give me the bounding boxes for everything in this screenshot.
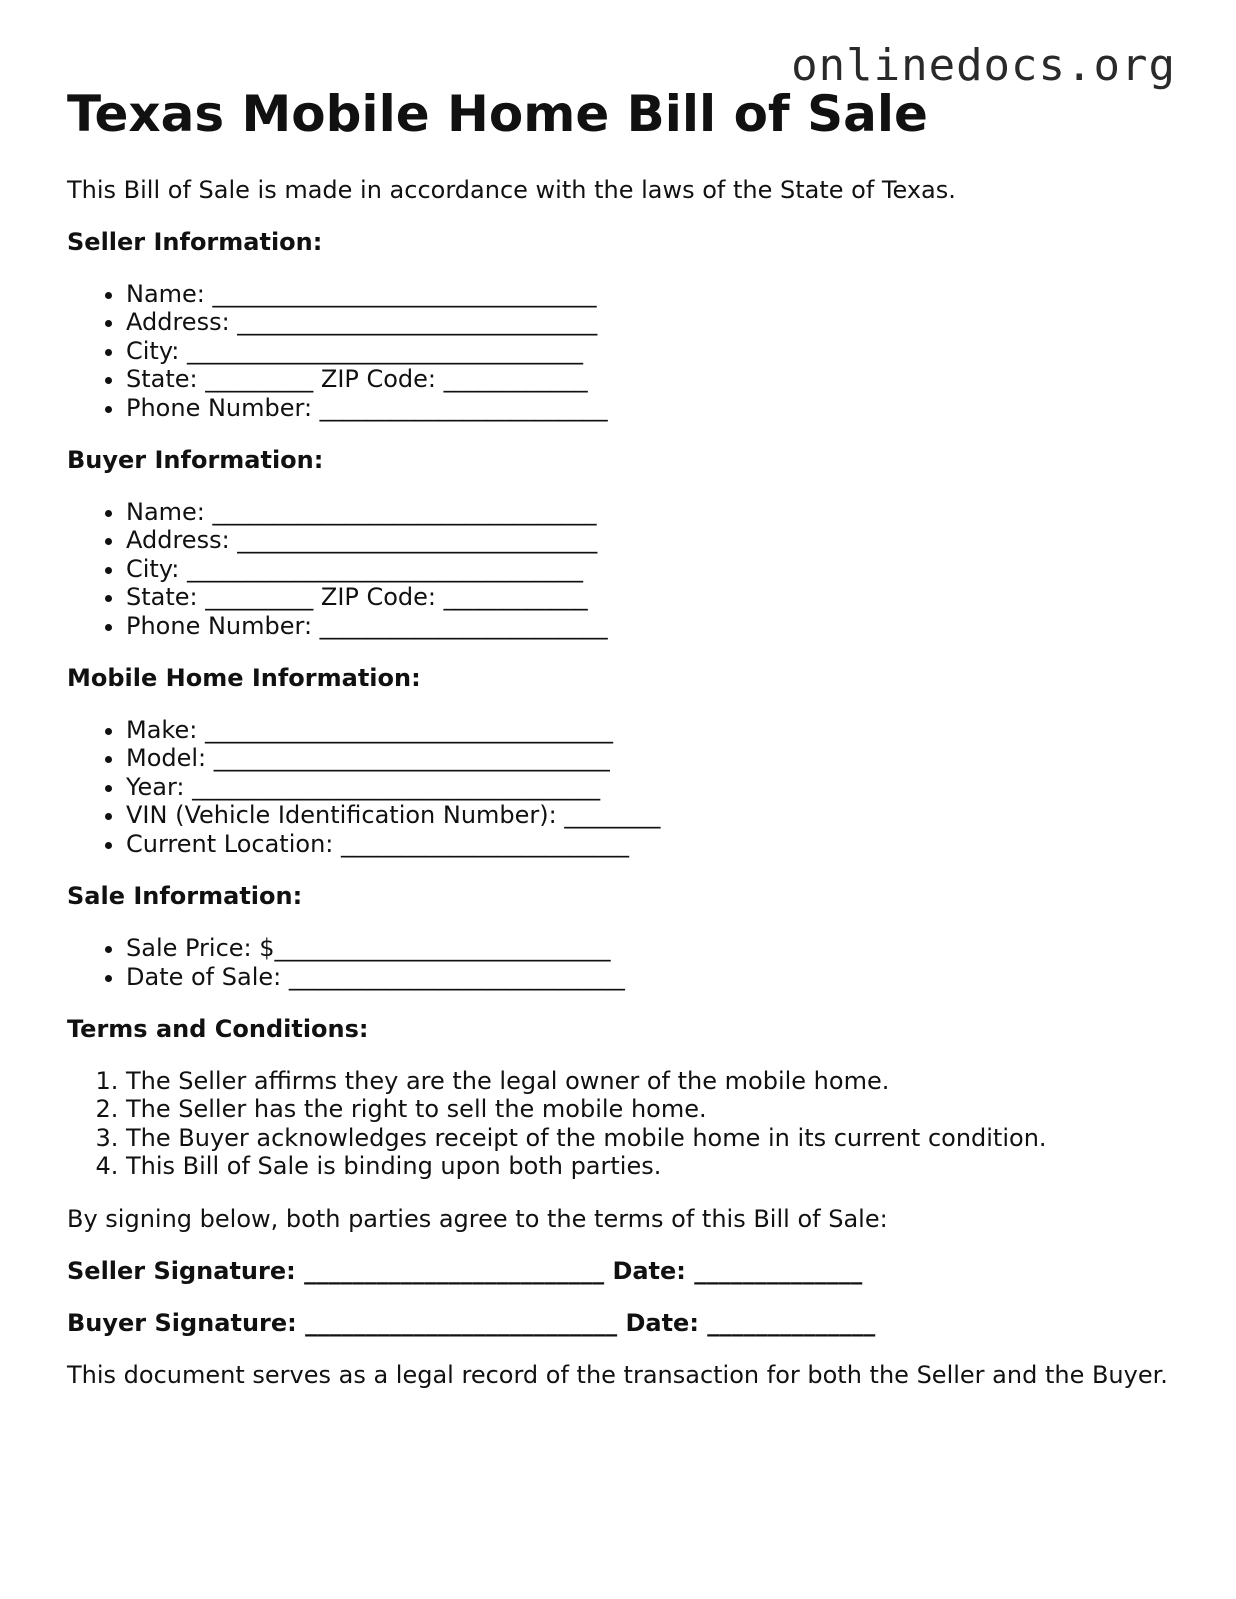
- make-field: • Make: __________________________________: [126, 716, 1177, 744]
- terms-section-heading: Terms and Conditions:: [67, 1014, 369, 1043]
- seller-state-zip-field: • State: _________ ZIP Code: ____________: [126, 365, 1177, 393]
- seller-info-list: [67, 280, 1177, 422]
- date-of-sale-field: • Date of Sale: ____________________________: [126, 963, 1177, 991]
- buyer-info-list: [67, 498, 1177, 640]
- sale-price-field: • Sale Price: $____________________________: [126, 934, 1177, 962]
- intro-text: This Bill of Sale is made in accordance with the laws of the State of Texas.: [67, 176, 956, 204]
- agreement-text: By signing below, both parties agree to the terms of this Bill of Sale:: [67, 1204, 888, 1233]
- buyer-address-field: • Address: ______________________________: [126, 526, 1177, 554]
- term-item: 3. The Buyer acknowledges receipt of the mobile home in its current condition.: [126, 1124, 1177, 1152]
- term-item: 4. This Bill of Sale is binding upon both parties.: [126, 1152, 1177, 1180]
- mobile-home-info-list: [67, 716, 1177, 858]
- term-item: 2. The Seller has the right to sell the mobile home.: [126, 1095, 1177, 1123]
- sale-section-heading: Sale Information:: [67, 882, 303, 911]
- watermark-text: onlinedocs.org: [791, 40, 1176, 91]
- document-page: [67, 84, 1177, 1413]
- sale-info-list: [67, 934, 1177, 991]
- vin-field: • VIN (Vehicle Identification Number): ________: [126, 801, 1177, 829]
- closing-text: This document serves as a legal record of the transaction for both the Seller and the Buyer.: [67, 1360, 1168, 1389]
- seller-name-field: • Name: ________________________________: [126, 280, 1177, 308]
- buyer-name-field: • Name: ________________________________: [126, 498, 1177, 526]
- mobile-home-section-heading: Mobile Home Information:: [67, 664, 421, 693]
- buyer-state-zip-field: • State: _________ ZIP Code: ____________: [126, 583, 1177, 611]
- seller-phone-field: • Phone Number: ________________________: [126, 394, 1177, 422]
- term-item: 1. The Seller affirms they are the legal owner of the mobile home.: [126, 1067, 1177, 1095]
- seller-address-field: • Address: ______________________________: [126, 308, 1177, 336]
- year-field: • Year: __________________________________: [126, 773, 1177, 801]
- seller-city-field: • City: _________________________________: [126, 337, 1177, 365]
- current-location-field: • Current Location: ________________________: [126, 830, 1177, 858]
- terms-list: [67, 1067, 1177, 1181]
- buyer-city-field: • City: _________________________________: [126, 555, 1177, 583]
- seller-signature-line: Seller Signature: _________________________ Date: ______________: [67, 1256, 863, 1285]
- seller-section-heading: Seller Information:: [67, 228, 323, 256]
- buyer-section-heading: Buyer Information:: [67, 446, 324, 475]
- buyer-signature-line: Buyer Signature: __________________________ Date: ______________: [67, 1308, 876, 1337]
- document-title: Texas Mobile Home Bill of Sale: [67, 85, 928, 143]
- model-field: • Model: _________________________________: [126, 744, 1177, 772]
- buyer-phone-field: • Phone Number: ________________________: [126, 612, 1177, 640]
